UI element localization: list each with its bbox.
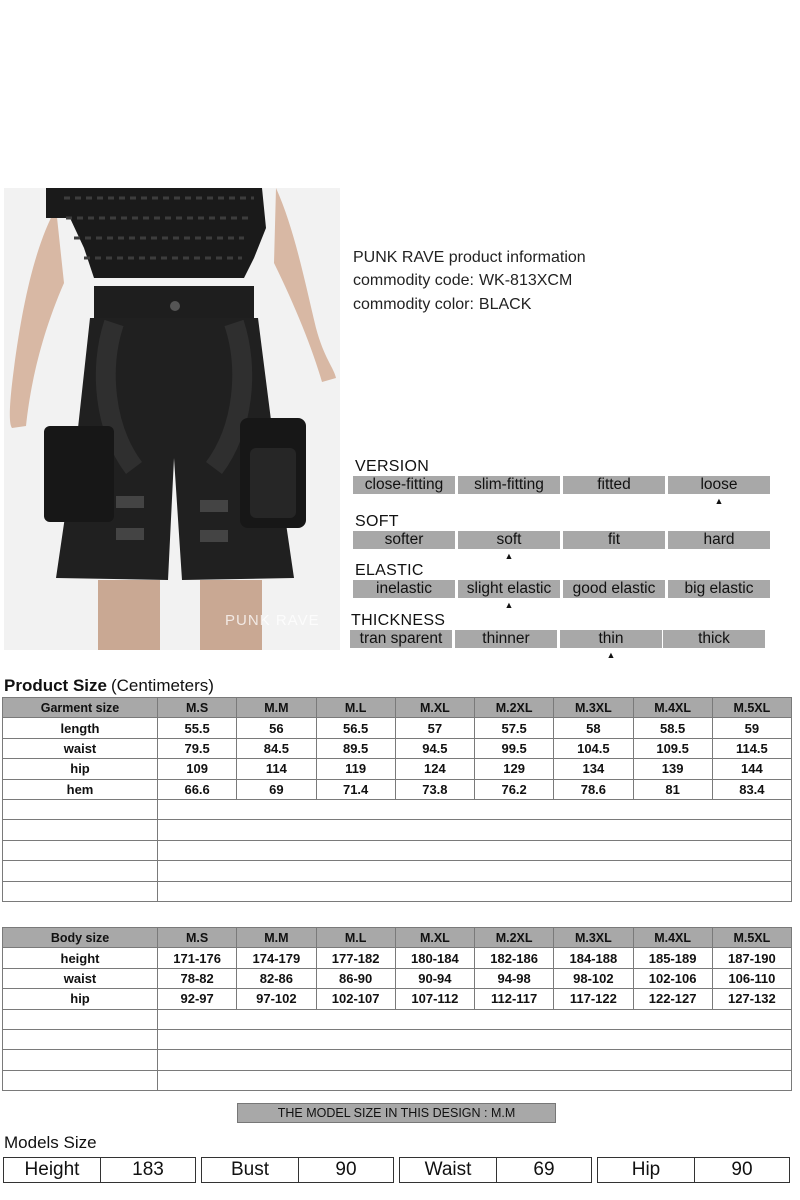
thickness-option: thinner	[455, 630, 557, 648]
elastic-option: slight elastic	[458, 580, 560, 598]
table-cell: 184-188	[554, 948, 633, 968]
empty-cell	[158, 1070, 792, 1090]
table-cell: 89.5	[316, 738, 395, 758]
table-cell: 124	[395, 759, 474, 779]
empty-cell	[158, 840, 792, 860]
table-row	[3, 968, 792, 988]
elastic-title: ELASTIC	[355, 562, 424, 579]
size-header-cell: M.S	[158, 928, 237, 948]
table-cell: 79.5	[158, 738, 237, 758]
empty-cell	[158, 820, 792, 840]
table-cell: 94.5	[395, 738, 474, 758]
table-cell: 112-117	[475, 989, 554, 1009]
table-cell: 58.5	[633, 718, 712, 738]
measure-value: 69	[533, 1159, 555, 1180]
empty-cell	[158, 881, 792, 901]
table-cell: 127-132	[712, 989, 791, 1009]
table-cell: 66.6	[158, 779, 237, 799]
table-cell: 57	[395, 718, 474, 738]
table-cell: 73.8	[395, 779, 474, 799]
table-cell: 106-110	[712, 968, 791, 988]
row-label: hem	[3, 779, 158, 799]
measure-label: Waist	[400, 1158, 497, 1182]
product-size-table	[2, 697, 792, 902]
size-header-cell: M.2XL	[475, 928, 554, 948]
table-cell: 122-127	[633, 989, 712, 1009]
table-cell: 174-179	[237, 948, 316, 968]
soft-option: hard	[668, 531, 770, 549]
empty-row	[3, 1029, 792, 1049]
size-header-cell: M.L	[316, 928, 395, 948]
table-cell: 92-97	[158, 989, 237, 1009]
empty-cell	[3, 1009, 158, 1029]
model-measure-hip	[597, 1157, 790, 1183]
empty-row	[3, 820, 792, 840]
row-label: height	[3, 948, 158, 968]
table-cell: 177-182	[316, 948, 395, 968]
soft-title: SOFT	[355, 513, 399, 530]
table-cell: 76.2	[475, 779, 554, 799]
table-cell: 57.5	[475, 718, 554, 738]
table-cell: 56	[237, 718, 316, 738]
empty-cell	[3, 861, 158, 881]
table-cell: 78-82	[158, 968, 237, 988]
size-header-cell: M.3XL	[554, 928, 633, 948]
table-cell: 129	[475, 759, 554, 779]
soft-option: fit	[563, 531, 665, 549]
empty-cell	[158, 1050, 792, 1070]
table-cell: 104.5	[554, 738, 633, 758]
table-cell: 56.5	[316, 718, 395, 738]
version-option: slim-fitting	[458, 476, 560, 494]
table-cell: 90-94	[395, 968, 474, 988]
table-cell: 82-86	[237, 968, 316, 988]
table-cell: 144	[712, 759, 791, 779]
table-row	[3, 989, 792, 1009]
empty-cell	[158, 799, 792, 819]
photo-watermark: PUNK RAVE	[225, 612, 320, 629]
empty-cell	[158, 1029, 792, 1049]
table-cell: 83.4	[712, 779, 791, 799]
size-header-cell: M.5XL	[712, 928, 791, 948]
model-shorts-illustration	[4, 188, 340, 650]
measure-value: 90	[335, 1159, 357, 1180]
empty-row	[3, 840, 792, 860]
soft-option: softer	[353, 531, 455, 549]
elastic-selected-marker: ▲	[504, 600, 514, 610]
product-photo	[4, 188, 340, 650]
size-header-cell: M.XL	[395, 698, 474, 718]
table-cell: 99.5	[475, 738, 554, 758]
body-size-table	[2, 927, 792, 1091]
table-header-row	[3, 928, 792, 948]
table-cell: 185-189	[633, 948, 712, 968]
table-cell: 139	[633, 759, 712, 779]
soft-selected-marker: ▲	[504, 551, 514, 561]
table-cell: 84.5	[237, 738, 316, 758]
row-label: hip	[3, 989, 158, 1009]
table-cell: 114	[237, 759, 316, 779]
row-label: waist	[3, 968, 158, 988]
thickness-option: thick	[663, 630, 765, 648]
elastic-scale	[353, 580, 771, 610]
table-cell: 102-107	[316, 989, 395, 1009]
table-cell: 94-98	[475, 968, 554, 988]
row-label: waist	[3, 738, 158, 758]
table-cell: 71.4	[316, 779, 395, 799]
table-cell: 55.5	[158, 718, 237, 738]
empty-cell	[3, 1050, 158, 1070]
models-size-title: Models Size	[4, 1133, 97, 1152]
soft-scale	[353, 531, 771, 561]
table-header-row	[3, 698, 792, 718]
empty-cell	[3, 820, 158, 840]
empty-cell	[3, 1070, 158, 1090]
table-cell: 69	[237, 779, 316, 799]
measure-label: Bust	[202, 1158, 299, 1182]
product-size-title	[4, 676, 214, 696]
size-header-cell: M.L	[316, 698, 395, 718]
table-row	[3, 779, 792, 799]
version-option: loose	[668, 476, 770, 494]
measure-value: 90	[731, 1159, 753, 1180]
table-row	[3, 948, 792, 968]
model-measure-bust	[201, 1157, 394, 1183]
table-cell: 58	[554, 718, 633, 738]
measure-label: Hip	[598, 1158, 695, 1182]
info-heading: PUNK RAVE product information	[353, 249, 586, 266]
table-cell: 119	[316, 759, 395, 779]
version-option: close-fitting	[353, 476, 455, 494]
empty-cell	[3, 1029, 158, 1049]
table-cell: 81	[633, 779, 712, 799]
size-header-cell: M.4XL	[633, 698, 712, 718]
thickness-title: THICKNESS	[351, 612, 446, 629]
table-cell: 97-102	[237, 989, 316, 1009]
version-option: fitted	[563, 476, 665, 494]
table-cell: 109.5	[633, 738, 712, 758]
commodity-code-label: commodity code:	[353, 272, 474, 289]
thickness-selected-marker: ▲	[606, 650, 616, 660]
table-row	[3, 718, 792, 738]
table-cell: 187-190	[712, 948, 791, 968]
table-cell: 78.6	[554, 779, 633, 799]
row-label: hip	[3, 759, 158, 779]
version-selected-marker: ▲	[714, 496, 724, 506]
elastic-option: big elastic	[668, 580, 770, 598]
empty-cell	[158, 861, 792, 881]
table-row	[3, 738, 792, 758]
size-header-cell: M.3XL	[554, 698, 633, 718]
commodity-color	[353, 296, 531, 314]
thickness-option: tran sparent	[350, 630, 452, 648]
empty-row	[3, 1009, 792, 1029]
size-header-cell: M.M	[237, 698, 316, 718]
size-header-cell: M.4XL	[633, 928, 712, 948]
table-cell: 182-186	[475, 948, 554, 968]
model-measure-height	[3, 1157, 196, 1183]
thickness-option: thin	[560, 630, 662, 648]
table-cell: 180-184	[395, 948, 474, 968]
empty-cell	[3, 881, 158, 901]
row-label: length	[3, 718, 158, 738]
table-cell: 109	[158, 759, 237, 779]
version-title: VERSION	[355, 458, 430, 475]
header-cell: Garment size	[3, 698, 158, 718]
commodity-color-value: BLACK	[478, 296, 532, 313]
table-row	[3, 759, 792, 779]
measure-value: 183	[132, 1159, 164, 1180]
size-header-cell: M.XL	[395, 928, 474, 948]
empty-row	[3, 1070, 792, 1090]
table-cell: 98-102	[554, 968, 633, 988]
table-cell: 59	[712, 718, 791, 738]
empty-row	[3, 881, 792, 901]
table-cell: 134	[554, 759, 633, 779]
commodity-code	[353, 272, 572, 290]
soft-option: soft	[458, 531, 560, 549]
empty-row	[3, 799, 792, 819]
table-cell: 107-112	[395, 989, 474, 1009]
table-cell: 117-122	[554, 989, 633, 1009]
size-header-cell: M.2XL	[475, 698, 554, 718]
model-measure-waist	[399, 1157, 592, 1183]
empty-cell	[158, 1009, 792, 1029]
model-size-banner: THE MODEL SIZE IN THIS DESIGN : M.M	[237, 1103, 556, 1123]
size-header-cell: M.M	[237, 928, 316, 948]
empty-cell	[3, 840, 158, 860]
size-header-cell: M.S	[158, 698, 237, 718]
measure-label: Height	[4, 1158, 101, 1182]
empty-cell	[3, 799, 158, 819]
product-size-unit: (Centimeters)	[110, 676, 214, 695]
elastic-option: inelastic	[353, 580, 455, 598]
product-size-heading: Product Size	[4, 676, 107, 695]
thickness-scale	[350, 630, 768, 660]
header-cell: Body size	[3, 928, 158, 948]
table-cell: 171-176	[158, 948, 237, 968]
empty-row	[3, 1050, 792, 1070]
commodity-code-value: WK-813XCM	[478, 272, 573, 289]
table-cell: 114.5	[712, 738, 791, 758]
version-scale	[353, 476, 771, 506]
commodity-color-label: commodity color:	[353, 296, 474, 313]
elastic-option: good elastic	[563, 580, 665, 598]
empty-row	[3, 861, 792, 881]
size-header-cell: M.5XL	[712, 698, 791, 718]
table-cell: 86-90	[316, 968, 395, 988]
table-cell: 102-106	[633, 968, 712, 988]
